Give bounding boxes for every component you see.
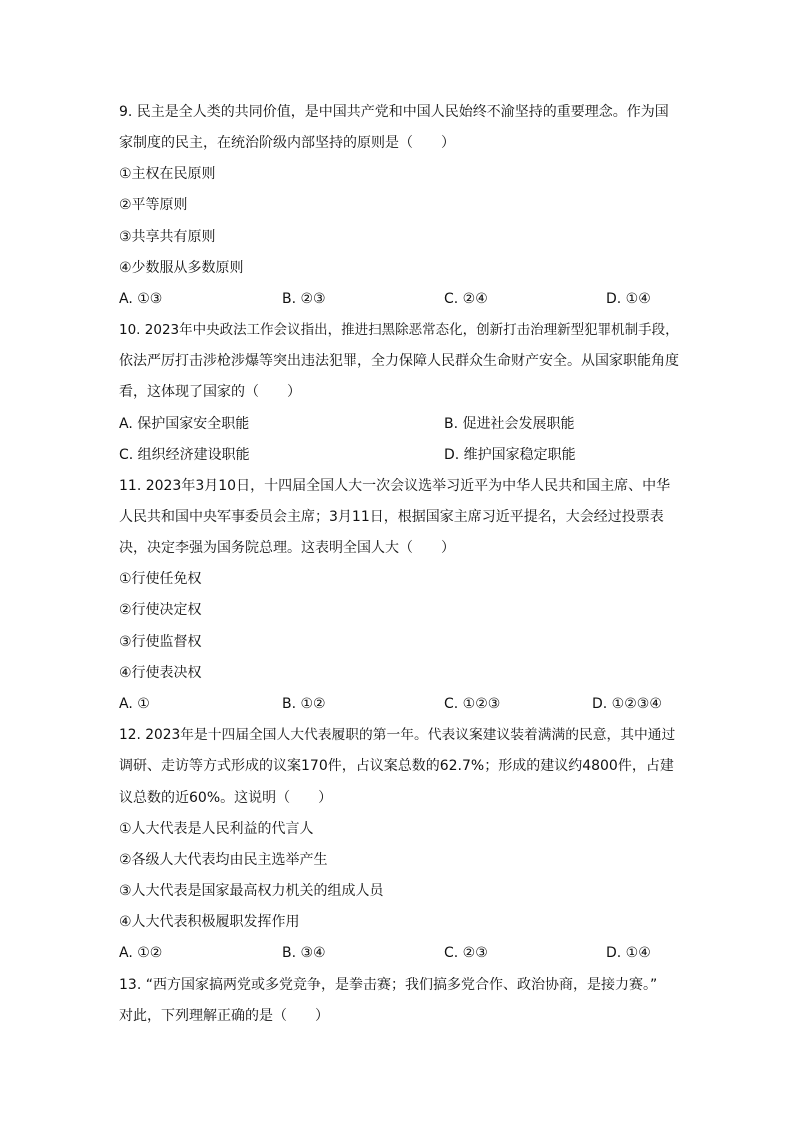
question-9-option-c[interactable]: C. ②④ <box>444 291 488 307</box>
question-9-option-d[interactable]: D. ①④ <box>606 291 651 307</box>
question-10-option-b[interactable]: B. 促进社会发展职能 <box>444 416 575 432</box>
question-11-options <box>119 694 679 714</box>
question-12-option-b[interactable]: B. ③④ <box>282 945 326 961</box>
question-9-options <box>119 289 679 309</box>
question-13-stem-line-2: 对此，下列理解正确的是（ ） <box>119 1008 329 1024</box>
question-11-option-d[interactable]: D. ①②③④ <box>592 696 662 712</box>
question-12-item-1: ①人大代表是人民利益的代言人 <box>119 821 314 837</box>
question-10-option-a[interactable]: A. 保护国家安全职能 <box>119 416 250 432</box>
question-10-stem-line-3: 看，这体现了国家的（ ） <box>119 384 301 400</box>
question-12-stem-line-2: 调研、走访等方式形成的议案170件，占议案总数的62.7%；形成的建议约4800件，占建 <box>119 758 674 774</box>
question-11-stem-line-3: 决，决定李强为国务院总理。这表明全国人大（ ） <box>119 540 455 556</box>
question-12-option-c[interactable]: C. ②③ <box>444 945 488 961</box>
question-10-stem-line-1: 10. 2023年中央政法工作会议指出，推进扫黑除恶常态化，创新打击治理新型犯罪机制手段， <box>119 322 679 338</box>
question-9-item-4: ④少数服从多数原则 <box>119 260 244 276</box>
question-9-stem-line-1: 9. 民主是全人类的共同价值，是中国共产党和中国人民始终不渝坚持的重要理念。作为国 <box>119 104 669 120</box>
question-11-stem-line-1: 11. 2023年3月10日，十四届全国人大一次会议选举习近平为中华人民共和国主席、中华 <box>119 478 671 494</box>
question-11-item-4: ④行使表决权 <box>119 665 202 681</box>
question-11-option-b[interactable]: B. ①② <box>282 696 326 712</box>
question-10-stem-line-2: 依法严厉打击涉枪涉爆等突出违法犯罪，全力保障人民群众生命财产安全。从国家职能角度 <box>119 353 679 369</box>
question-13-stem-line-1: 13. “西方国家搞两党或多党竞争，是拳击赛；我们搞多党合作、政治协商，是接力赛。” <box>119 977 658 993</box>
question-9-item-1: ①主权在民原则 <box>119 166 216 182</box>
question-11-stem-line-2: 人民共和国中央军事委员会主席；3月11日，根据国家主席习近平提名，大会经过投票表 <box>119 509 664 525</box>
question-12-option-d[interactable]: D. ①④ <box>606 945 651 961</box>
question-12-item-3: ③人大代表是国家最高权力机关的组成人员 <box>119 883 384 899</box>
question-11-item-3: ③行使监督权 <box>119 634 202 650</box>
question-10-options-row-1 <box>119 414 679 434</box>
question-11-item-1: ①行使任免权 <box>119 571 202 587</box>
question-12-option-a[interactable]: A. ①② <box>119 945 163 961</box>
question-9-stem-line-2: 家制度的民主，在统治阶级内部坚持的原则是（ ） <box>119 135 455 151</box>
question-12-stem-line-3: 议总数的近60%。这说明（ ） <box>119 790 333 806</box>
question-10-options-row-2 <box>119 445 679 465</box>
question-12-stem-line-1: 12. 2023年是十四届全国人大代表履职的第一年。代表议案建议装着满满的民意，其中通过 <box>119 727 676 743</box>
question-12-options <box>119 943 679 963</box>
question-11-item-2: ②行使决定权 <box>119 602 202 618</box>
question-9-option-b[interactable]: B. ②③ <box>282 291 326 307</box>
question-12-item-4: ④人大代表积极履职发挥作用 <box>119 914 300 930</box>
question-9-item-2: ②平等原则 <box>119 197 188 213</box>
question-11-option-c[interactable]: C. ①②③ <box>444 696 501 712</box>
question-11-option-a[interactable]: A. ① <box>119 696 150 712</box>
question-9-item-3: ③共享共有原则 <box>119 229 216 245</box>
question-12-item-2: ②各级人大代表均由民主选举产生 <box>119 852 328 868</box>
question-10-option-d[interactable]: D. 维护国家稳定职能 <box>444 447 576 463</box>
question-10-option-c[interactable]: C. 组织经济建设职能 <box>119 447 250 463</box>
question-9-option-a[interactable]: A. ①③ <box>119 291 163 307</box>
